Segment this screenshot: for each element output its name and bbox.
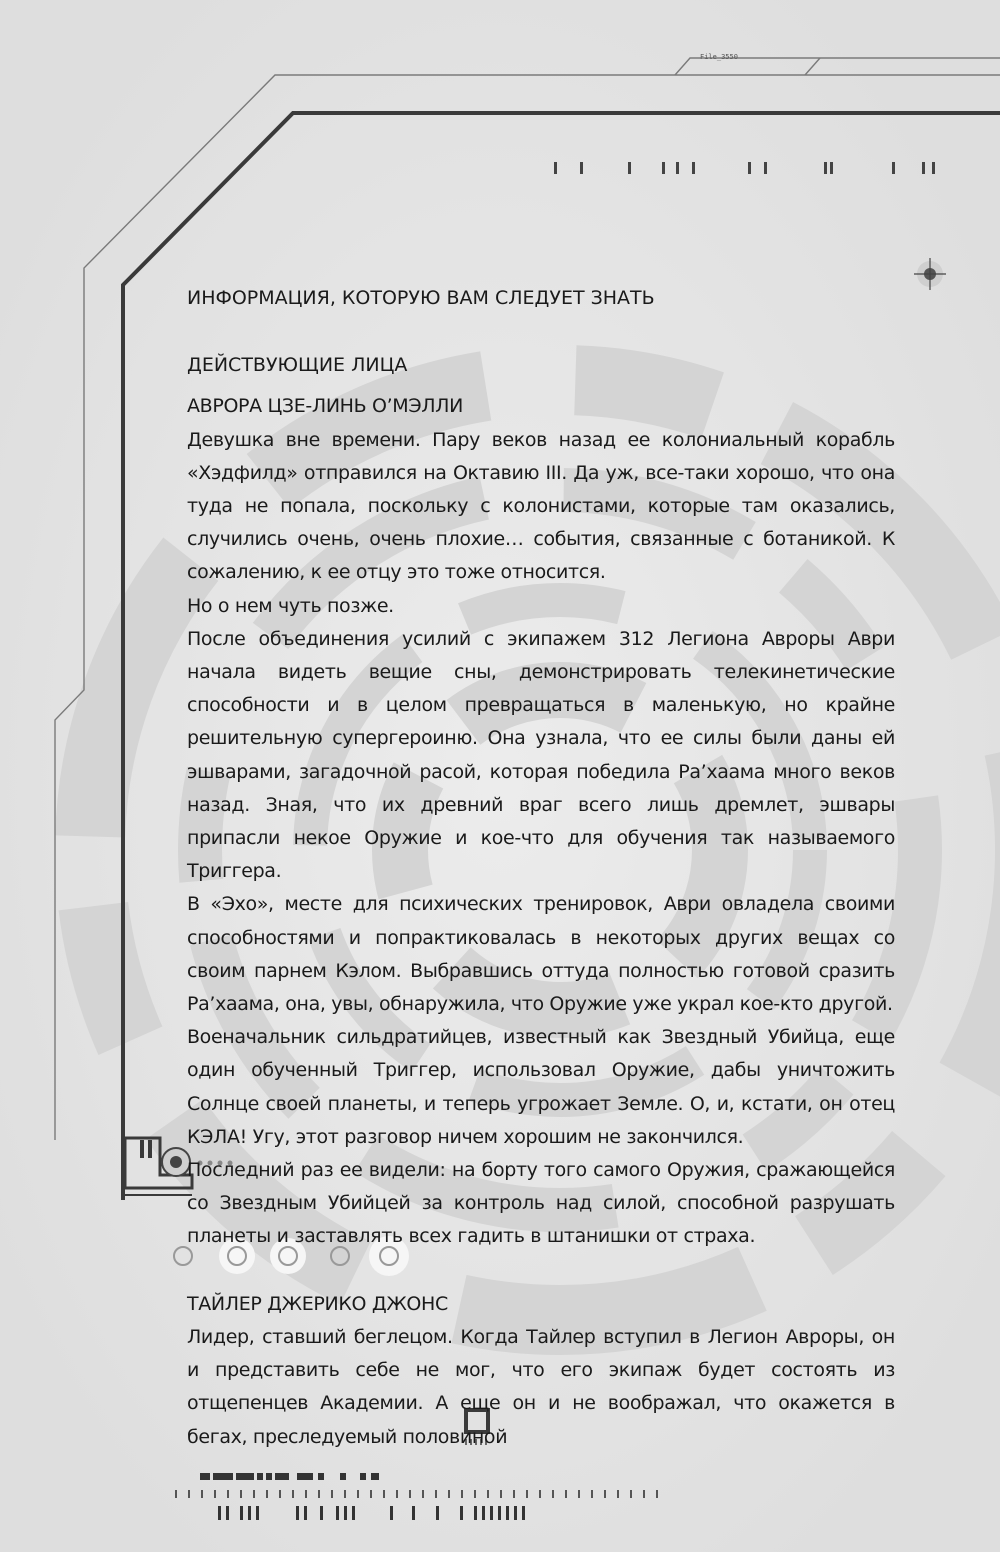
paragraph: Последний раз ее видели: на борту того самого Оружия, сражающейся со Звездным Убийцей за контроль над силой, способной разрушать планеты и заставлять всех гадить в штанишки от страха. xyxy=(187,1159,895,1248)
section-spacer xyxy=(187,1254,895,1288)
paragraph: В «Эхо», месте для психических тренировок, Аври овладела своими способностями и попрактиковалась в некоторых других вещах со своим парнем Кэлом. Выбравшись оттуда полностью готовой сразить Ра’хаама, она, увы, обнаружила, что Оружие уже украл кое-кто другой. xyxy=(187,893,895,1016)
document-body xyxy=(187,282,895,1454)
character-name: АВРОРА ЦЗЕ-ЛИНЬ О’МЭЛЛИ xyxy=(187,395,463,418)
paragraph: Военачальник сильдратийцев, известный как Звездный Убийца, еще один обученный Триггер, использовал Оружие, дабы уничтожить Солнце своей планеты, и теперь угрожает Земле. О, и, кстати, он отец КЭЛА! Угу, этот разговор ничем хорошим не закончился. xyxy=(187,1026,895,1148)
character-entry-aurora xyxy=(187,390,895,1253)
page-title: ИНФОРМАЦИЯ, КОТОРУЮ ВАМ СЛЕДУЕТ ЗНАТЬ xyxy=(187,287,655,309)
paragraph: После объединения усилий с экипажем 312 Легиона Авроры Аври начала видеть вещие сны, демонстрировать телекинетические способности и в целом превращаться в маленькую, но крайне решительную супергероиню. Она узнала, что ее силы были даны ей эшварами, загадочной расой, которая победила Ра’хаама много веков назад. Зная, что их древний враг всего лишь дремлет, эшвары припасли некое Оружие и кое-что для обучения так называемого Триггера. xyxy=(187,627,895,883)
paragraph: Лидер, ставший беглецом. Когда Тайлер вступил в Легион Авроры, он и представить себе не мог, что его экипаж будет состоять из отщепенцев Академии. А еще он и не воображал, что окажется в бегах, преследуемый половиной xyxy=(187,1325,895,1448)
character-entry-tyler xyxy=(187,1288,895,1454)
paragraph: Но о нем чуть позже. xyxy=(187,594,394,617)
section-title: ДЕЙСТВУЮЩИЕ ЛИЦА xyxy=(187,354,408,377)
character-name: ТАЙЛЕР ДЖЕРИКО ДЖОНС xyxy=(187,1292,448,1315)
file-tag: File_3550 xyxy=(700,53,738,61)
paragraph: Девушка вне времени. Пару веков назад ее колониальный корабль «Хэдфилд» отправился на Октавию III. Да уж, все-таки хорошо, что она туда не попала, поскольку с колонистами, которые там оказались, случились очень, очень плохие… события, связанные с ботаникой. К сожалению, к ее отцу это тоже относится. xyxy=(187,428,895,584)
